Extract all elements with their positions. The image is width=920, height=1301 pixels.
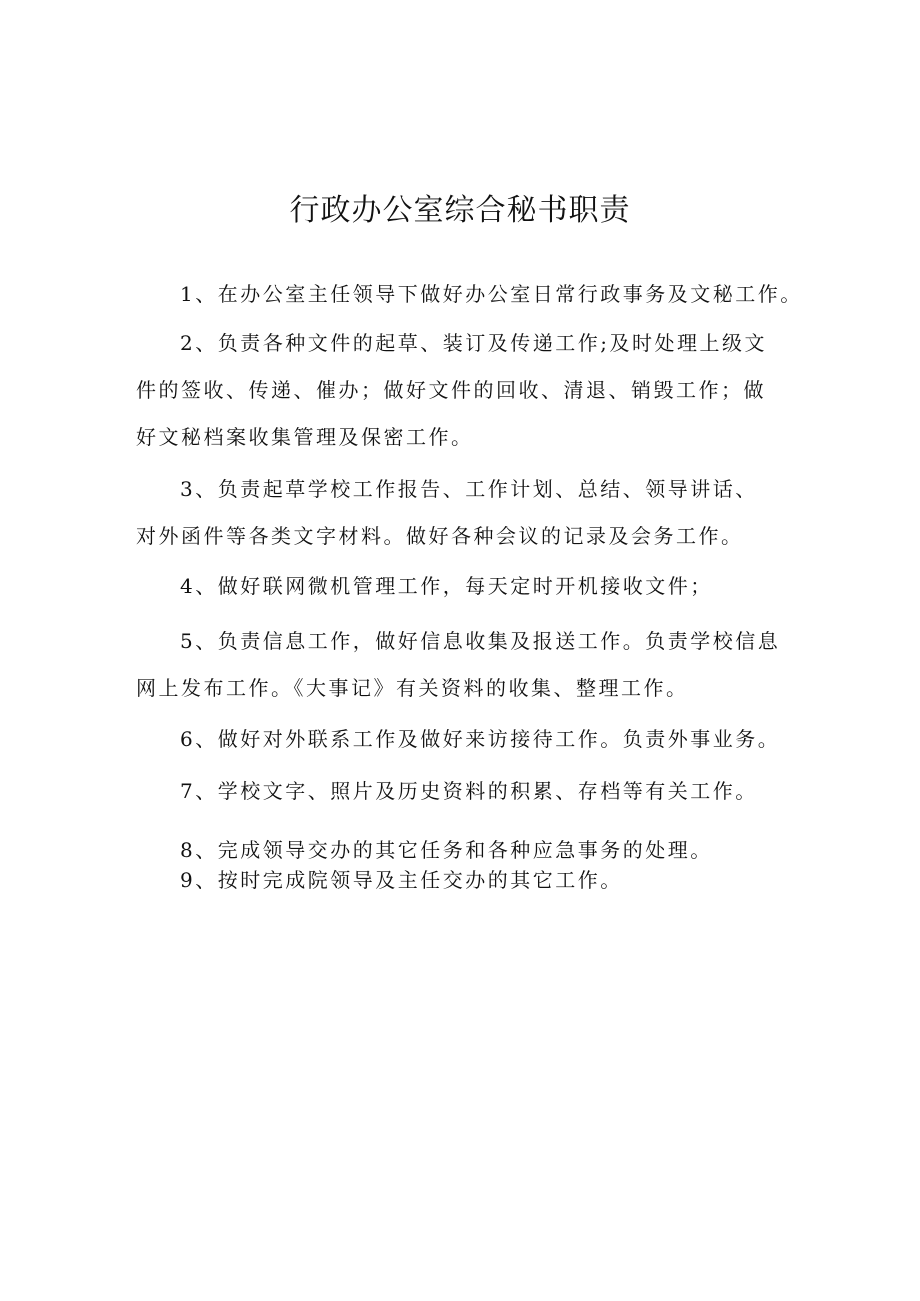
duty-item-1	[136, 271, 803, 318]
duty-line: 3、负责起草学校工作报告、工作计划、总结、领导讲话、	[180, 477, 758, 501]
duty-line: 7、学校文字、照片及历史资料的积累、存档等有关工作。	[180, 779, 758, 803]
duty-item-7	[136, 768, 796, 815]
duty-line: 8、完成领导交办的其它任务和各种应急事务的处理。	[180, 838, 713, 862]
duty-item-9	[136, 857, 796, 904]
duty-line: 2、负责各种文件的起草、装订及传递工作;及时处理上级文	[180, 331, 767, 355]
duty-item-2	[136, 320, 796, 461]
duty-line: 件的签收、传递、催办；做好文件的回收、清退、销毁工作；做	[136, 378, 766, 402]
duty-line: 1、在办公室主任领导下做好办公室日常行政事务及文秘工作。	[180, 282, 803, 306]
duty-line: 对外函件等各类文字材料。做好各种会议的记录及会务工作。	[136, 524, 744, 548]
duty-line: 6、做好对外联系工作及做好来访接待工作。负责外事业务。	[180, 727, 781, 751]
duty-item-3	[136, 466, 796, 560]
duty-line: 4、做好联网微机管理工作，每天定时开机接收文件；	[180, 574, 713, 598]
duty-line: 9、按时完成院领导及主任交办的其它工作。	[180, 868, 623, 892]
page-title: 行政办公室综合秘书职责	[289, 193, 631, 228]
duty-line: 5、负责信息工作，做好信息收集及报送工作。负责学校信息	[180, 629, 781, 653]
duty-line: 网上发布工作。《大事记》有关资料的收集、整理工作。	[136, 676, 689, 700]
duty-item-4	[136, 563, 796, 610]
duty-item-5	[136, 618, 796, 712]
duty-item-6	[136, 716, 796, 763]
duty-line: 好文秘档案收集管理及保密工作。	[136, 425, 474, 449]
